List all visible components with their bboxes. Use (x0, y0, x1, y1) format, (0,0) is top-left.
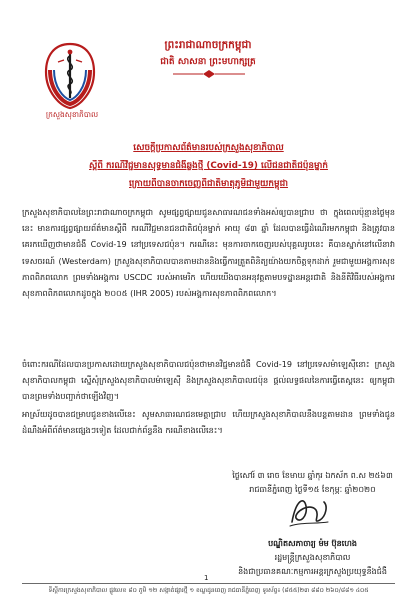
solar-date: រាជធានីភ្នំពេញ ថ្ងៃទី១៥ ខែកុម្ភៈ ឆ្នាំ២០២០ (249, 485, 376, 494)
ministry-name: ក្រសួងសុខាភិបាល (45, 110, 99, 119)
body-paragraph-2: ចំពោះករណីដែលបានប្រកាសដោយក្រសួងសុខាភិបាលជប៉ុនថាមានវិជ្ជមានជំងឺ Covid-19 នៅប្រទេសម៉ាឡេស៊ីនោះ ក្រសួងសុខាភិបាលកម្ពុជា ស្នើសុំក្រសួងសុខាភិបាលម៉ាឡេស៊ី និងក្រសួងសុខាភិបាលជប៉ុន ផ្តល់លទ្ធផលនៃការធ្វើតេស្តនេះ ឲ្យកម្ពុជាបានព្រមទាំងបញ្ជាក់ថាឡើងវិញ។ (22, 359, 395, 402)
kingdom-title: ព្រះរាជាណាចក្រកម្ពុជា (164, 39, 252, 51)
signer-role: រដ្ឋមន្ត្រីក្រសួងសុខាភិបាល (274, 553, 351, 562)
document-title-line-1: សេចក្តីប្រកាសព័ត៌មានរបស់ក្រសួងសុខាភិបាល (133, 143, 284, 153)
signer-name: បណ្ឌិតសភាចារ្យ ម៉ម ប៊ុនហេង (268, 539, 357, 548)
document-title-line-3: ក្រោយពីបានចាកចេញពីជាតិមាតុភូមិជាមួយកម្ពុជា (129, 179, 288, 189)
footer-divider (22, 583, 395, 584)
signer-role-secondary: និងជាប្រធានគណៈកម្មការអន្តរក្រសួងប្រយុទ្ធនឹងជំងឺ (238, 567, 387, 576)
page-number: 1 (204, 574, 209, 582)
kingdom-motto: ជាតិ សាសនា ព្រះមហាក្សត្រ (160, 57, 256, 67)
document-title-line-2: ស្តីពី ករណីវិជ្ជមានសុទ្ធមានជំងឺឆ្លងថ្មី (Covid-19) លើជនជាតិជប៉ុនម្នាក់ (89, 161, 328, 171)
body-paragraph-3: អាស្រ័យដូចបានជម្រាបជូនខាងលើនេះ សូមសាធារណជនមេត្តាជ្រាប ហើយក្រសួងសុខាភិបាលនឹងបន្តតាមដាន ព្រមទាំងជូនដំណឹងអំពីព័ត៌មានផ្សេងៗទៀត ដែលជាក់ព័ន្ធនឹង ករណីខាងលើនេះ។ (22, 409, 395, 436)
ornament-divider-icon (169, 70, 249, 78)
footer-address: ទីស្តីការក្រសួងសុខាភិបាល ផ្លូវលេខ ៨០ ភូមិ ១២ សង្កាត់ផ្សារថ្មី ១ ខណ្ឌដូនពេញ រាជធានីភ្នំពេញ ទូរស័ព្ទ៖ (៨៥៥)២៣ ៨៨០ ២៦០/៨៨១ ៤០៥ (48, 587, 369, 594)
body-paragraph-1: ក្រសួងសុខាភិបាលនៃព្រះរាជាណាចក្រកម្ពុជា សូមផ្សព្វផ្សាយជូនសាធារណជនទាំងអស់ឲ្យបានជ្រាប ថា ក្នុងពេលប៉ុន្មានថ្ងៃមុននេះ មានការផ្សព្វផ្សាយព័ត៌មានស្តីពី ករណីវិជ្ជមានជនជាតិជប៉ុនម្នាក់ អាយុ ៨៣ ឆ្នាំ ដែលបានធ្វើដំណើរមកកម្ពុជា និងត្រូវបានគេរកឃើញថាមានជំងឺ Covid-19 នៅប្រទេសជប៉ុន។ ករណីនេះ មុនការចាកចេញរបស់បុគ្គលរូបនេះ គឺបានស្នាក់នៅលើនាវាទេសចរណ៍ (Westerdam) ក្រសួងសុខាភិបាលបានតាមដាននិងធ្វើការត្រួតពិនិត្យយ៉ាងយកចិត្តទុកដាក់ រួមជាមួយអង្គការសុខភាពពិភពលោក ព្រមទាំងអង្គការ USCDC របស់អាមេរិក ហើយយើងបានអនុវត្តតាមបទដ្ឋានអន្តរជាតិ និងនីតិវិធីរបស់អង្គការសុខភាពពិភពលោកដូចក្នុង ២០០៥ (IHR 2005) របស់អង្គការសុខភាពពិភពលោក។ (22, 207, 395, 299)
lunar-date: ថ្ងៃសៅរ៍ ៣ រោច ខែមាឃ ឆ្នាំកុរ ឯកស័ក ព.ស ២៥៦៣ (232, 471, 393, 480)
handwritten-signature (286, 492, 332, 530)
